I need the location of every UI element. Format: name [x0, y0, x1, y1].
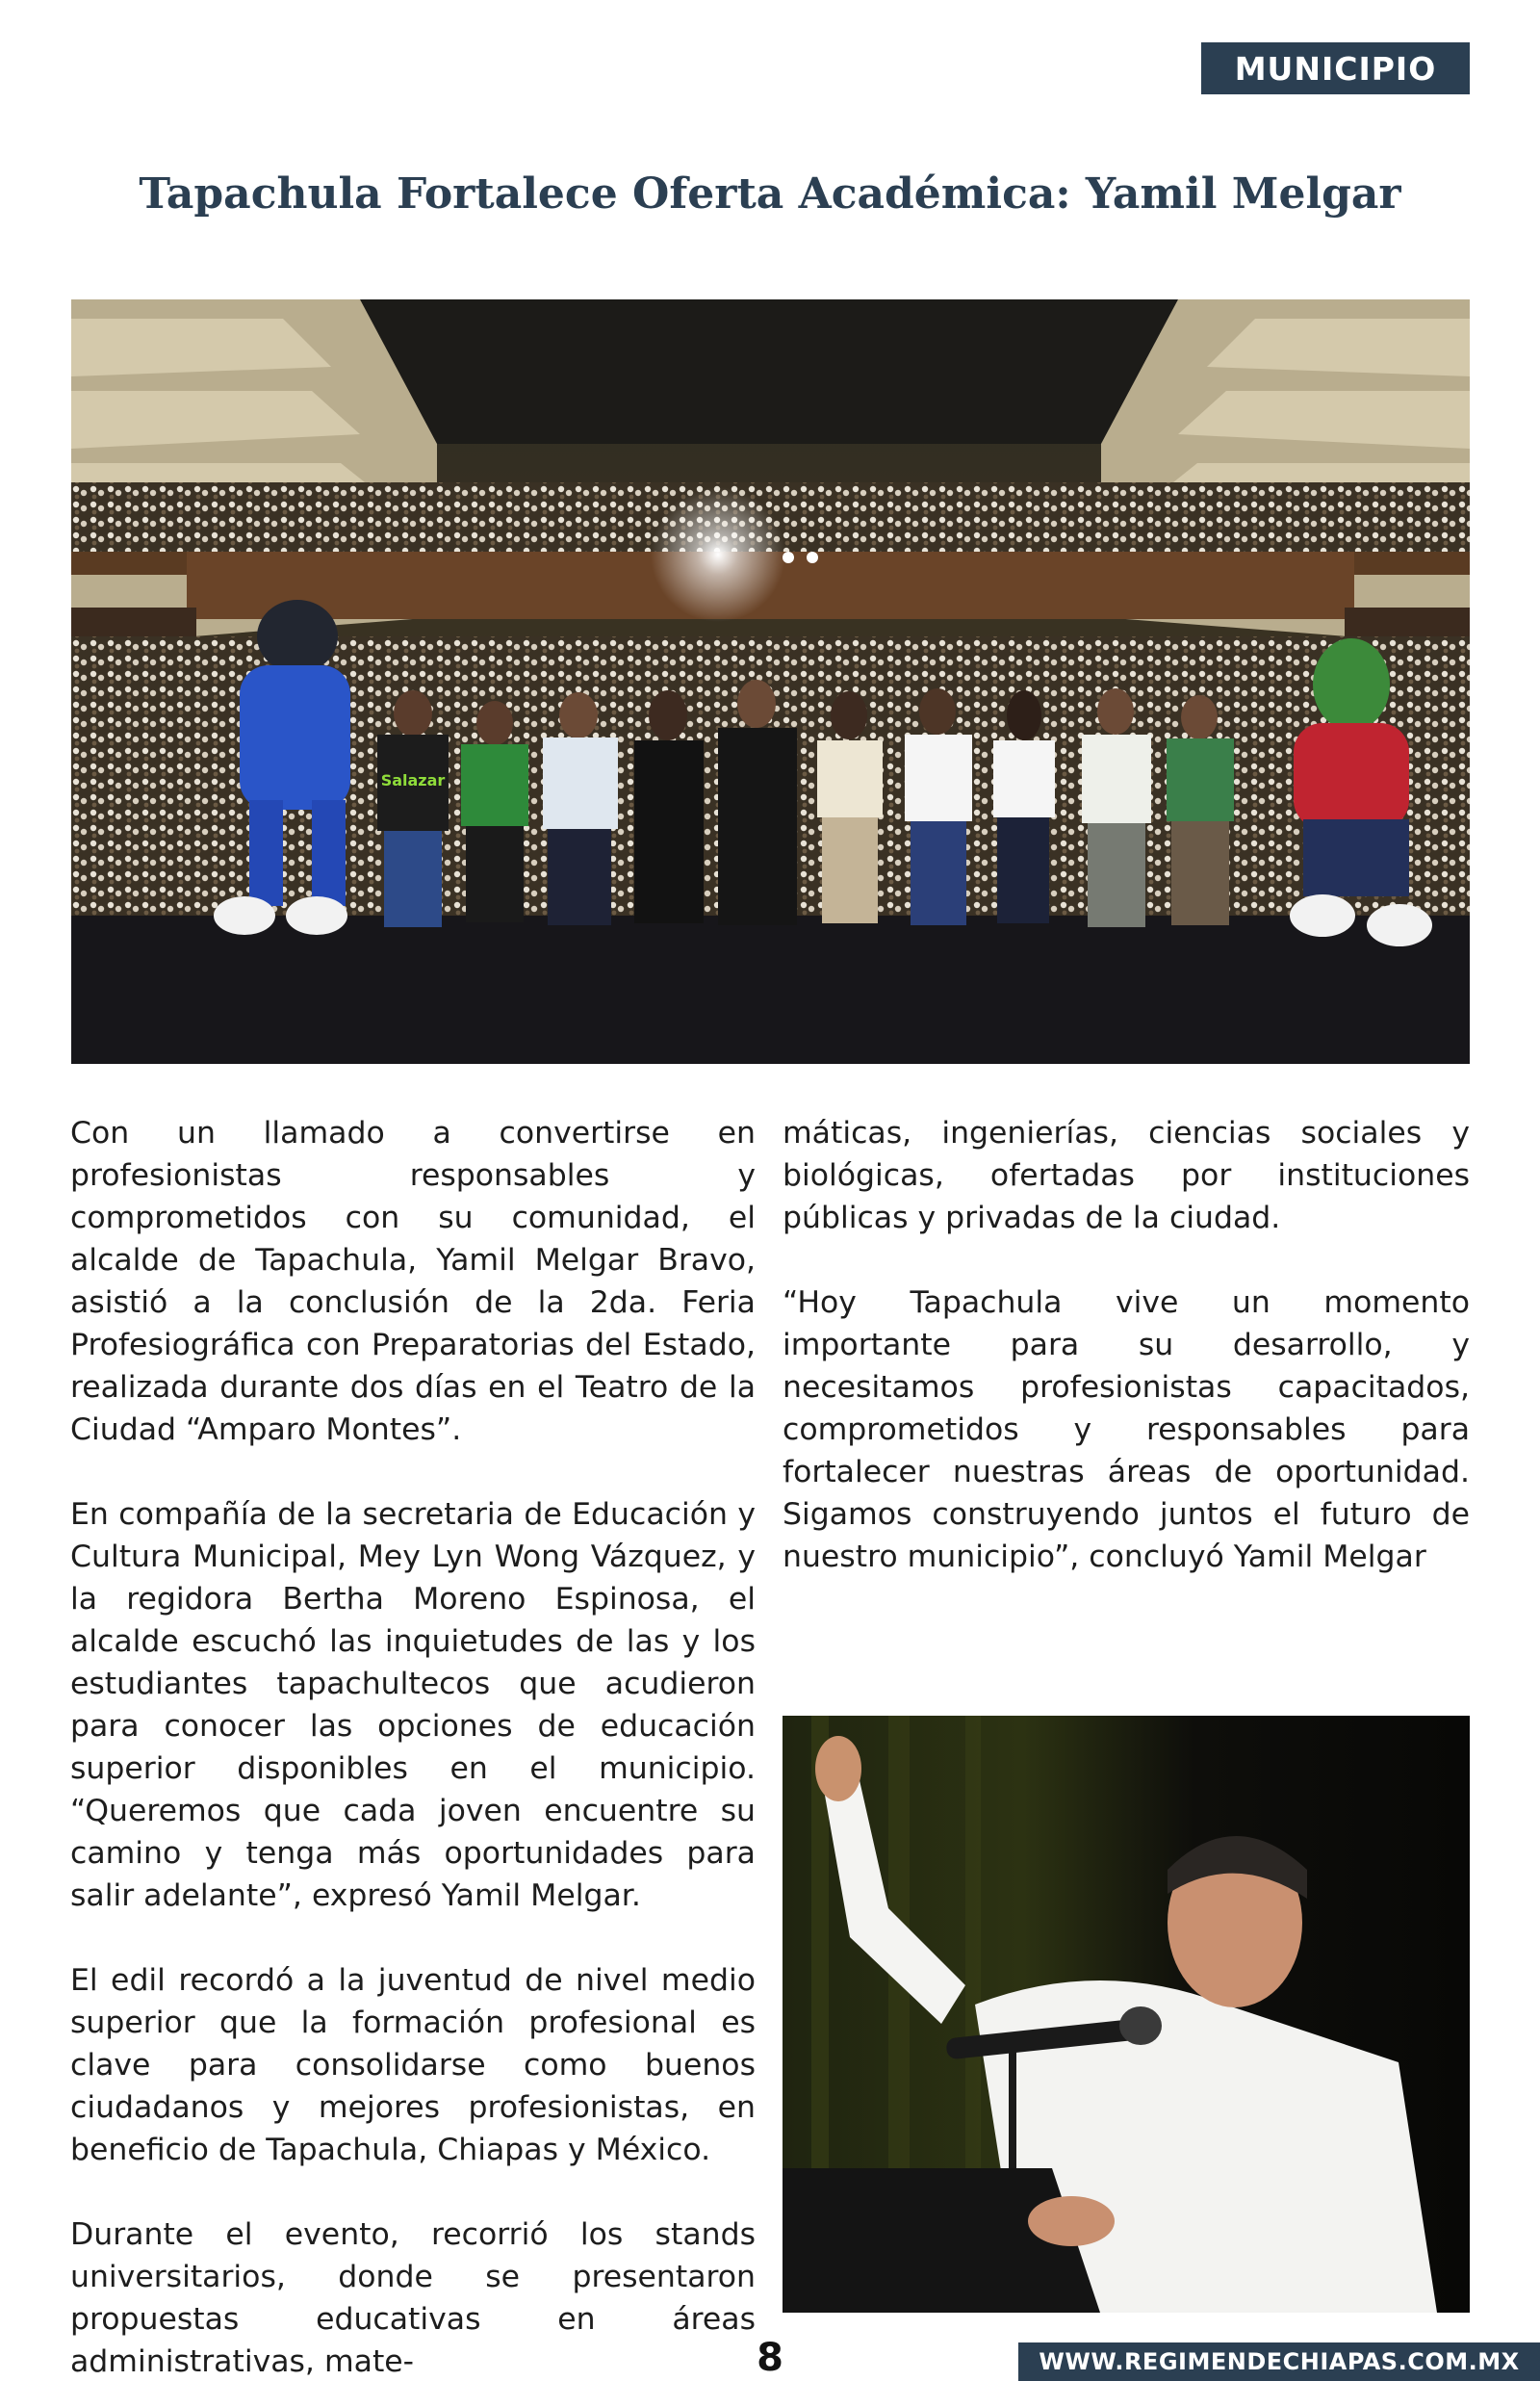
- article-paragraph: Con un llamado a convertirse en profesionistas responsables y comprometidos con su comunidad, el alcalde de Tapachula, Yamil Melgar Bravo, asistió a la conclusión de la 2da. Feria Profesiográfica con Preparatorias del Estado, realizada durante dos días en el Teatro de la Ciudad “Amparo Montes”.: [70, 1116, 756, 1447]
- website-url[interactable]: WWW.REGIMENDECHIAPAS.COM.MX: [1018, 2342, 1540, 2381]
- article-paragraph: El edil recordó a la juventud de nivel medio superior que la formación profesional es clave para consolidarse como buenos ciudadanos y mejores profesionistas, en beneficio de Tapachula, Chiapas y México.: [70, 1963, 756, 2167]
- article-title: Tapachula Fortalece Oferta Académica: Yamil Melgar: [139, 169, 1401, 219]
- article-column-right: [783, 1112, 1470, 1578]
- article-paragraph: En compañía de la secretaria de Educación y Cultura Municipal, Mey Lyn Wong Vázquez, y la regidora Bertha Moreno Espinosa, el alcalde escuchó las inquietudes de las y los estudiantes tapachultecos que acudieron para conocer las opciones de educación superior disponibles en el municipio. “Queremos que cada joven encuentre su camino y tenga más oportunidades para salir adelante”, expresó Yamil Melgar.: [70, 1497, 756, 1913]
- article-column-left: [70, 1112, 756, 2381]
- speaker-photo: [783, 1716, 1470, 2313]
- article-paragraph: Durante el evento, recorrió los stands universitarios, donde se presentaron propuestas educativas en áreas administrativas, mate-: [70, 2217, 756, 2379]
- article-paragraph: “Hoy Tapachula vive un momento importante para su desarrollo, y necesitamos profesionistas capacitados, comprometidos y responsables para fortalecer nuestras áreas de oportunidad. Sigamos construyendo juntos el futuro de nuestro municipio”, concluyó Yamil Melgar: [783, 1285, 1470, 1574]
- banner-text: Salazar: [380, 771, 446, 789]
- main-photo: [71, 299, 1470, 1064]
- article-paragraph: máticas, ingenierías, ciencias sociales y biológicas, ofertadas por instituciones públicas y privadas de la ciudad.: [783, 1116, 1470, 1235]
- page-number: 8: [757, 2336, 783, 2380]
- section-tag: MUNICIPIO: [1201, 42, 1470, 94]
